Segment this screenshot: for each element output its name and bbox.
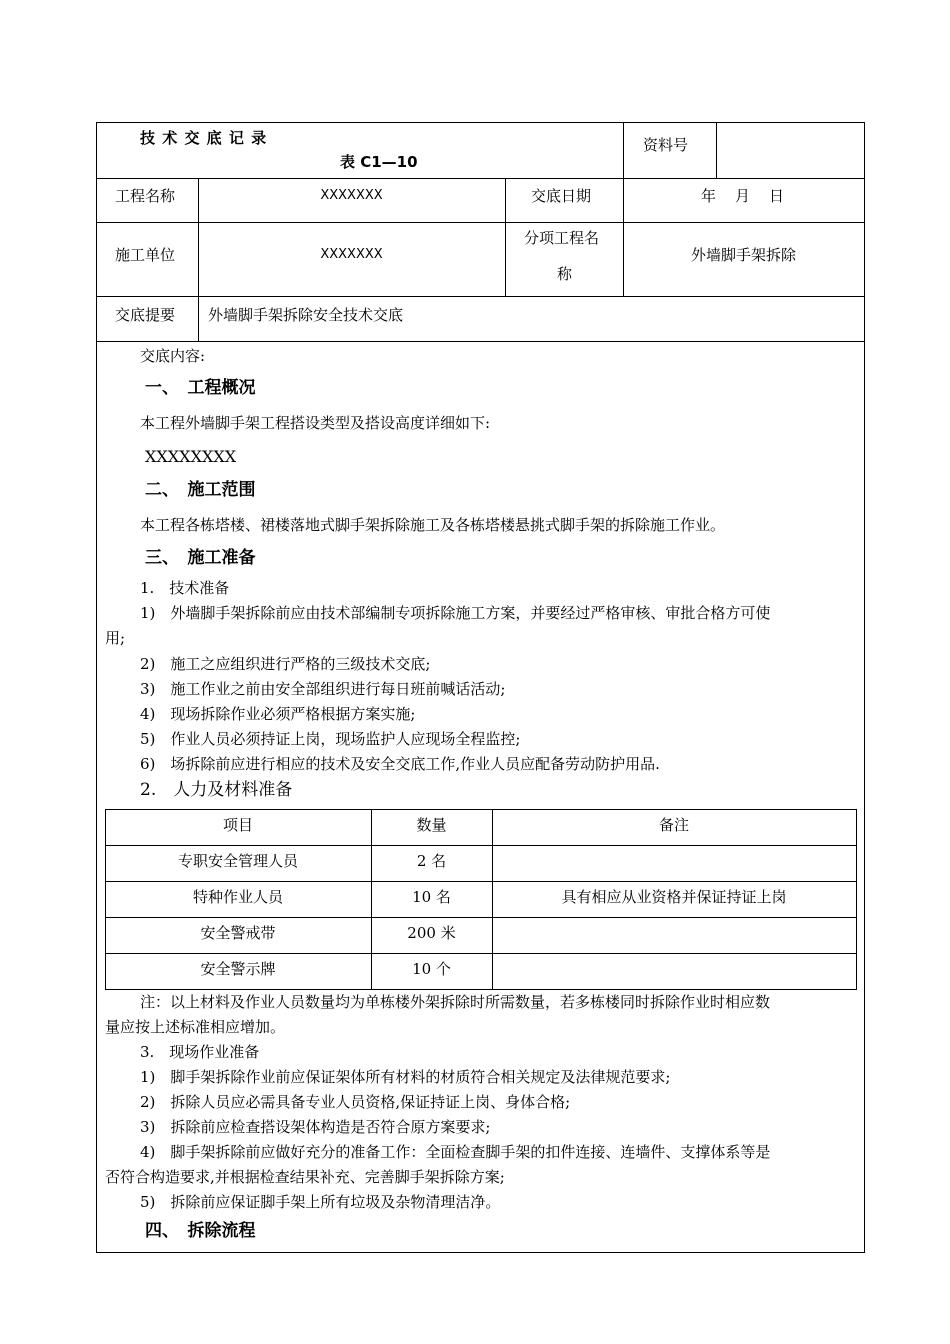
table-header: 项目 bbox=[222, 816, 253, 834]
frame-left bbox=[96, 122, 97, 1253]
table-line bbox=[105, 917, 857, 918]
list-item: 4) 脚手架拆除前应做好充分的准备工作：全面检查脚手架的扣件连接、连墙件、支撑体系等是 bbox=[140, 1143, 771, 1161]
section-4-title: 四、 拆除流程 bbox=[145, 1221, 256, 1241]
table-note-cont: 量应按上述标准相应增加。 bbox=[105, 1018, 286, 1036]
table-cell: 安全警示牌 bbox=[200, 960, 276, 978]
construction-unit-label: 施工单位 bbox=[115, 246, 176, 264]
frame-top bbox=[96, 122, 865, 123]
table-line bbox=[856, 809, 857, 990]
sub-project-label: 分项工程名 bbox=[524, 229, 600, 247]
section-3-2-title: 2. 人力及材料准备 bbox=[140, 780, 293, 800]
list-item: 3) 施工作业之前由安全部组织进行每日班前喊话活动; bbox=[140, 680, 506, 698]
list-item: 1) 外墙脚手架拆除前应由技术部编制专项拆除施工方案，并要经过严格审核、审批合格方可使 bbox=[140, 604, 771, 622]
table-cell: 200 米 bbox=[407, 924, 456, 942]
list-item: 2) 施工之应组织进行严格的三级技术交底; bbox=[140, 655, 431, 673]
project-name-value: XXXXXXX bbox=[320, 188, 383, 203]
table-cell: 具有相应从业资格并保证持证上岗 bbox=[561, 888, 787, 906]
date-label: 交底日期 bbox=[531, 187, 592, 205]
grid-line bbox=[623, 122, 624, 296]
table-cell: 专职安全管理人员 bbox=[177, 852, 298, 870]
table-line bbox=[105, 809, 857, 810]
form-number: 表 C1—10 bbox=[340, 153, 418, 171]
table-cell: 10 名 bbox=[412, 888, 451, 906]
table-line bbox=[105, 881, 857, 882]
grid-line bbox=[505, 178, 506, 296]
table-note: 注：以上材料及作业人员数量均为单栋楼外架拆除时所需数量，若多栋楼同时拆除作业时相应数 bbox=[140, 993, 771, 1011]
table-line bbox=[105, 989, 857, 990]
sub-project-label-cont: 称 bbox=[557, 265, 573, 283]
section-1-text: 本工程外墙脚手架工程搭设类型及搭设高度详细如下: bbox=[140, 414, 491, 432]
list-item: 5) 作业人员必须持证上岗，现场监护人应现场全程监控; bbox=[140, 730, 521, 748]
list-item: 用; bbox=[105, 629, 126, 647]
table-cell: 安全警戒带 bbox=[200, 924, 276, 942]
table-line bbox=[105, 845, 857, 846]
table-line bbox=[105, 953, 857, 954]
grid-line bbox=[96, 341, 865, 342]
table-cell: 2 名 bbox=[416, 852, 447, 870]
grid-line bbox=[96, 222, 865, 223]
data-no-label: 资料号 bbox=[643, 136, 689, 154]
list-item: 4) 现场拆除作业必须严格根据方案实施; bbox=[140, 705, 416, 723]
table-cell: 特种作业人员 bbox=[192, 888, 283, 906]
project-name-label: 工程名称 bbox=[115, 187, 176, 205]
section-3-title: 三、 施工准备 bbox=[145, 548, 256, 568]
table-header: 备注 bbox=[658, 816, 689, 834]
summary-value: 外墙脚手架拆除安全技术交底 bbox=[208, 306, 404, 324]
construction-unit-value: XXXXXXX bbox=[320, 247, 383, 262]
list-item: 5) 拆除前应保证脚手架上所有垃圾及杂物清理洁净。 bbox=[140, 1193, 501, 1211]
grid-line bbox=[198, 296, 199, 342]
section-3-3-title: 3. 现场作业准备 bbox=[140, 1043, 260, 1061]
grid-line bbox=[96, 296, 865, 297]
section-2-text: 本工程各栋塔楼、裙楼落地式脚手架拆除施工及各栋塔楼悬挑式脚手架的拆除施工作业。 bbox=[140, 516, 726, 534]
section-3-1-title: 1. 技术准备 bbox=[140, 579, 230, 597]
grid-line bbox=[716, 122, 717, 178]
grid-line bbox=[96, 178, 865, 179]
table-header: 数量 bbox=[416, 816, 447, 834]
section-1-placeholder: XXXXXXXX bbox=[145, 447, 237, 466]
frame-right bbox=[864, 122, 865, 1253]
list-item: 2) 拆除人员应必需具备专业人员资格,保证持证上岗、身体合格; bbox=[140, 1093, 571, 1111]
table-cell: 10 个 bbox=[412, 960, 451, 978]
section-1-title: 一、 工程概况 bbox=[145, 378, 256, 398]
document-title: 技 术 交 底 记 录 bbox=[140, 129, 268, 147]
section-2-title: 二、 施工范围 bbox=[145, 480, 256, 500]
list-item: 3) 拆除前应检查搭设架体构造是否符合原方案要求; bbox=[140, 1118, 491, 1136]
list-item: 1) 脚手架拆除作业前应保证架体所有材料的材质符合相关规定及法律规范要求; bbox=[140, 1068, 671, 1086]
list-item: 6) 场拆除前应进行相应的技术及安全交底工作,作业人员应配备劳动防护用品. bbox=[140, 755, 660, 773]
list-item: 否符合构造要求,并根据检查结果补充、完善脚手架拆除方案; bbox=[105, 1168, 505, 1186]
summary-label: 交底提要 bbox=[115, 306, 176, 324]
content-intro: 交底内容: bbox=[140, 347, 206, 365]
frame-bottom bbox=[96, 1252, 865, 1253]
sub-project-value: 外墙脚手架拆除 bbox=[690, 246, 796, 264]
date-value: 年 月 日 bbox=[700, 187, 786, 205]
